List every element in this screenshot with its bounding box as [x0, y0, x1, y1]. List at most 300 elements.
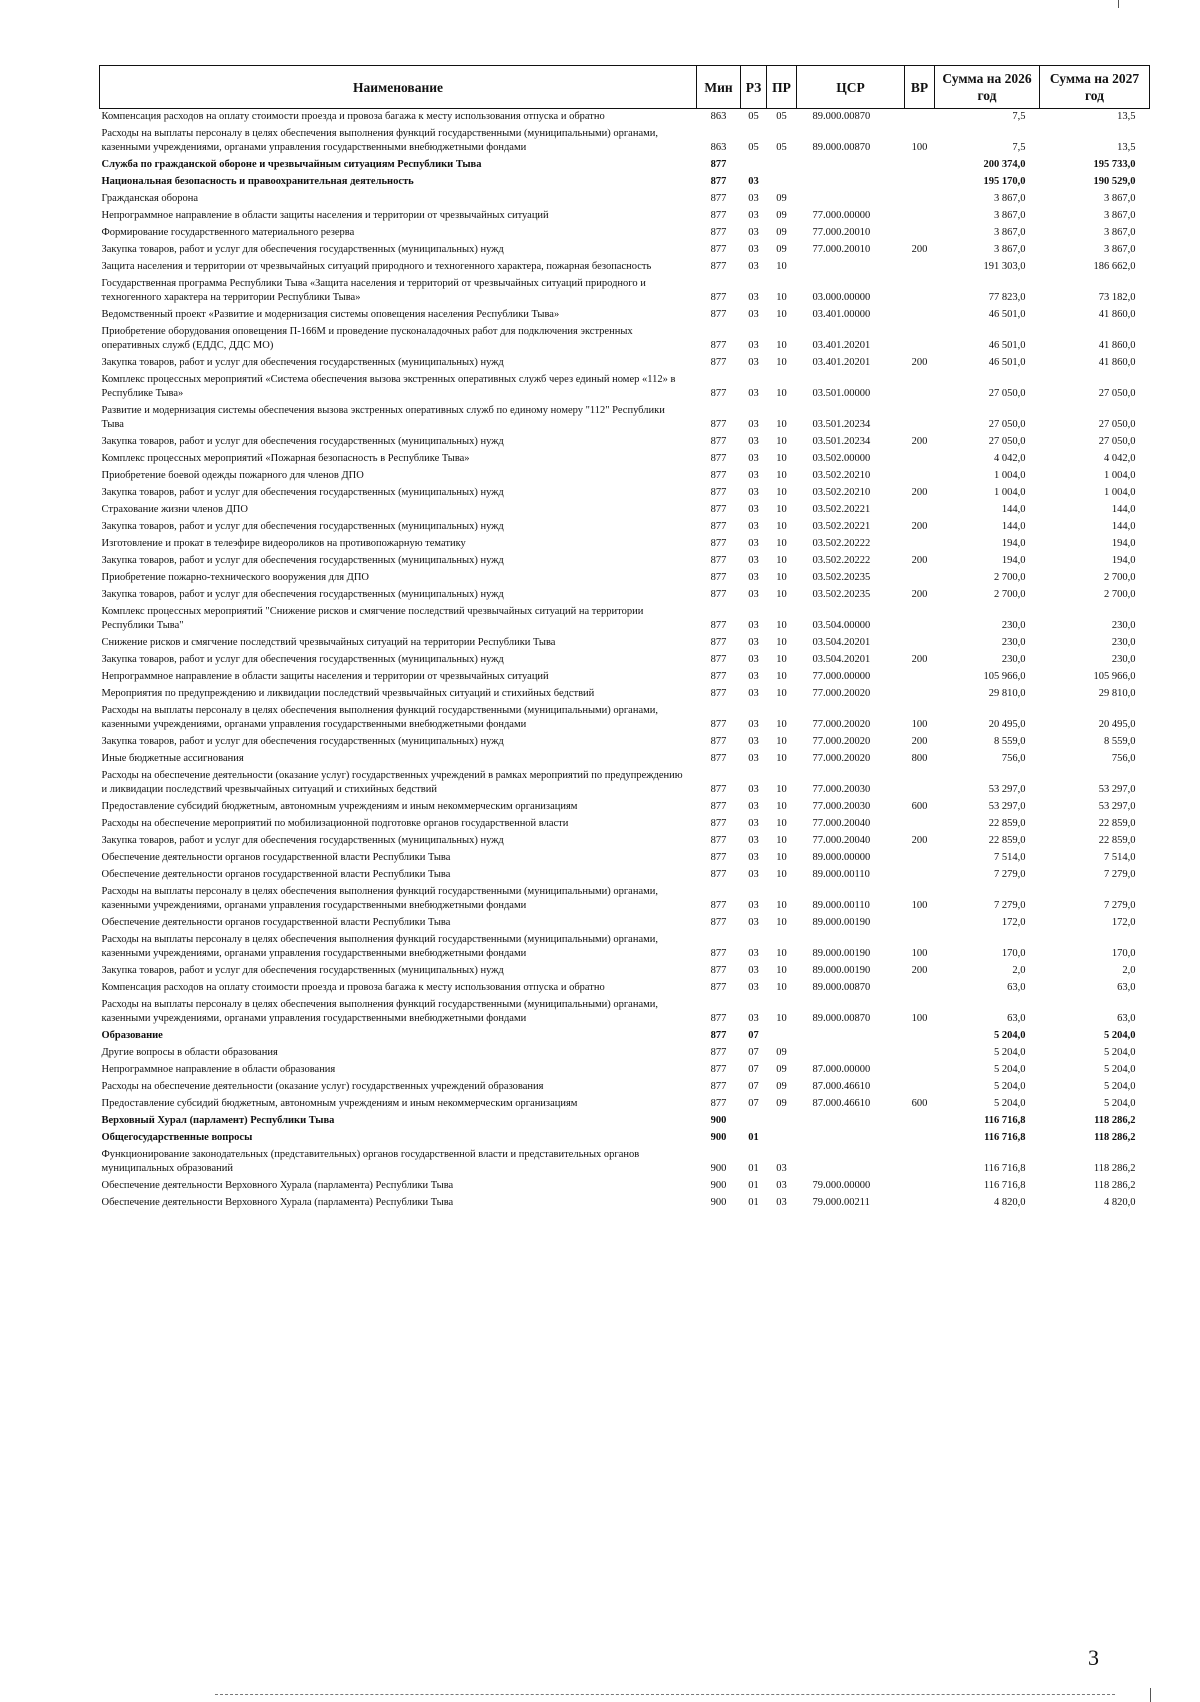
table-row [100, 604, 1150, 635]
cell-vr: 800 [911, 753, 928, 764]
cell-csr: 03.502.20221 [812, 504, 871, 515]
cell-pr [767, 174, 797, 191]
cell-csr: 77.000.20020 [812, 688, 871, 699]
cell-sum-2027: 118 286,2 [1094, 1115, 1136, 1126]
cell-csr: 77.000.20020 [812, 753, 871, 764]
cell-vr [905, 157, 935, 174]
cell-vr: 200 [911, 521, 928, 532]
table-row [100, 276, 1150, 307]
cell-sum-2027: 4 042,0 [1104, 453, 1136, 464]
cell-sum-2027: 5 204,0 [1104, 1081, 1136, 1092]
cell-min: 877 [710, 1030, 727, 1041]
cell-vr [905, 109, 935, 127]
cell-sum-2026: 3 867,0 [994, 193, 1026, 204]
cell-rz: 07 [748, 1098, 759, 1109]
cell-name: Расходы на обеспечение мероприятий по мобилизационной подготовке органов государственной власти [101, 818, 569, 829]
table-row [100, 932, 1150, 963]
cell-name: Комплекс процессных мероприятий "Снижение рисков и смягчение последствий чрезвычайных ситуаций на территории Республики Тыва" [101, 606, 644, 631]
cell-sum-2026: 116 716,8 [983, 1180, 1026, 1191]
table-row [100, 1113, 1150, 1130]
cell-vr [905, 669, 935, 686]
table-row [100, 850, 1150, 867]
table-row [100, 502, 1150, 519]
cell-csr: 03.504.20201 [812, 654, 871, 665]
cell-rz: 03 [748, 521, 759, 532]
cell-name: Расходы на обеспечение деятельности (оказание услуг) государственных учреждений образования [101, 1081, 544, 1092]
cell-csr: 03.401.20201 [812, 340, 871, 351]
cell-pr: 10 [776, 470, 787, 481]
cell-min: 877 [710, 419, 727, 430]
cell-rz: 03 [748, 753, 759, 764]
cell-min: 877 [710, 869, 727, 880]
cell-pr: 10 [776, 917, 787, 928]
cell-min: 900 [710, 1180, 727, 1191]
cell-vr [905, 403, 935, 434]
cell-rz: 03 [748, 965, 759, 976]
cell-vr [905, 174, 935, 191]
cell-rz: 03 [748, 736, 759, 747]
cell-name: Расходы на выплаты персоналу в целях обеспечения выполнения функций государственными (муниципальными) органами, казенными учреждениями, органами управления государственными внебюджетными фондами [101, 705, 659, 730]
cell-min: 863 [710, 111, 727, 122]
cell-csr: 89.000.00110 [812, 869, 870, 880]
cell-csr: 79.000.00000 [812, 1180, 871, 1191]
cell-min: 877 [710, 852, 727, 863]
table-row [100, 915, 1150, 932]
cell-name: Функционирование законодательных (представительных) органов государственной власти и представительных органов муниципальных образований [101, 1149, 640, 1174]
table-row [100, 816, 1150, 833]
cell-pr: 10 [776, 688, 787, 699]
cell-vr [905, 259, 935, 276]
cell-csr: 03.502.20222 [812, 538, 871, 549]
cell-sum-2026: 230,0 [1001, 620, 1026, 631]
table-row [100, 1130, 1150, 1147]
cell-vr [905, 276, 935, 307]
cell-sum-2026: 756,0 [1001, 753, 1026, 764]
cell-csr: 03.501.20234 [812, 419, 871, 430]
cell-sum-2026: 20 495,0 [988, 719, 1026, 730]
table-row [100, 434, 1150, 451]
cell-sum-2027: 144,0 [1111, 504, 1136, 515]
cell-min: 877 [710, 753, 727, 764]
cell-name: Страхование жизни членов ДПО [101, 504, 248, 515]
table-row [100, 372, 1150, 403]
cell-pr: 10 [776, 671, 787, 682]
cell-pr: 05 [776, 142, 787, 153]
table-row [100, 963, 1150, 980]
cell-rz: 03 [748, 982, 759, 993]
cell-pr: 10 [776, 292, 787, 303]
cell-min: 877 [710, 357, 727, 368]
cell-sum-2026: 46 501,0 [988, 357, 1026, 368]
cell-name: Предоставление субсидий бюджетным, автономным учреждениям и иным некоммерческим организациям [101, 801, 578, 812]
cell-name: Расходы на выплаты персоналу в целях обеспечения выполнения функций государственными (муниципальными) органами, казенными учреждениями, органами управления государственными внебюджетными фондами [101, 999, 659, 1024]
cell-sum-2026: 3 867,0 [994, 210, 1026, 221]
cell-csr: 87.000.00000 [812, 1064, 871, 1075]
table-row [100, 157, 1150, 174]
cell-sum-2027: 172,0 [1111, 917, 1136, 928]
cell-rz: 03 [748, 176, 759, 187]
cell-pr: 10 [776, 453, 787, 464]
cell-csr: 77.000.20040 [812, 818, 871, 829]
table-row [100, 635, 1150, 652]
cell-min: 877 [710, 900, 727, 911]
cell-vr: 200 [911, 654, 928, 665]
cell-sum-2026: 7 279,0 [994, 869, 1026, 880]
cell-csr: 03.502.20222 [812, 555, 871, 566]
cell-csr: 03.401.00000 [812, 309, 871, 320]
cell-name: Национальная безопасность и правоохранительная деятельность [101, 176, 414, 187]
cell-sum-2026: 63,0 [1007, 982, 1026, 993]
cell-vr [905, 1195, 935, 1212]
cell-name: Обеспечение деятельности органов государственной власти Республики Тыва [101, 869, 451, 880]
cell-min: 877 [710, 159, 727, 170]
cell-sum-2027: 5 204,0 [1104, 1047, 1136, 1058]
cell-sum-2026: 2 700,0 [994, 589, 1026, 600]
cell-pr: 10 [776, 504, 787, 515]
cell-vr [905, 468, 935, 485]
cell-pr: 03 [776, 1197, 787, 1208]
cell-name: Закупка товаров, работ и услуг для обеспечения государственных (муниципальных) нужд [101, 654, 504, 665]
cell-pr: 10 [776, 357, 787, 368]
cell-sum-2026: 2 700,0 [994, 572, 1026, 583]
cell-sum-2026: 194,0 [1001, 538, 1026, 549]
cell-pr: 10 [776, 538, 787, 549]
header-pr: ПР [767, 66, 797, 109]
cell-sum-2026: 7,5 [1012, 111, 1026, 122]
cell-rz: 03 [748, 637, 759, 648]
cell-csr: 03.502.20210 [812, 487, 871, 498]
cell-csr: 89.000.00870 [812, 142, 871, 153]
cell-vr [905, 307, 935, 324]
cell-vr [905, 635, 935, 652]
cell-min: 877 [710, 436, 727, 447]
cell-vr: 200 [911, 589, 928, 600]
cell-vr [905, 768, 935, 799]
cell-vr [905, 604, 935, 635]
cell-sum-2026: 5 204,0 [994, 1030, 1026, 1041]
cell-rz: 03 [748, 487, 759, 498]
cell-sum-2027: 2 700,0 [1104, 572, 1136, 583]
cell-rz: 03 [748, 688, 759, 699]
cell-sum-2027: 5 204,0 [1104, 1064, 1136, 1075]
cell-vr [905, 1045, 935, 1062]
cell-csr: 03.502.20221 [812, 521, 871, 532]
cell-csr: 03.501.20234 [812, 436, 871, 447]
cell-pr: 10 [776, 1013, 787, 1024]
cell-min: 877 [710, 244, 727, 255]
cell-vr [905, 1062, 935, 1079]
cell-pr: 10 [776, 982, 787, 993]
cell-min: 900 [710, 1115, 727, 1126]
cell-sum-2026: 4 820,0 [994, 1197, 1026, 1208]
cell-pr: 10 [776, 965, 787, 976]
cell-sum-2027: 41 860,0 [1098, 309, 1136, 320]
cell-rz: 03 [748, 436, 759, 447]
cell-rz: 03 [748, 869, 759, 880]
table-row [100, 242, 1150, 259]
cell-sum-2026: 63,0 [1007, 1013, 1026, 1024]
cell-min: 877 [710, 210, 727, 221]
cell-sum-2026: 4 042,0 [994, 453, 1026, 464]
cell-name: Предоставление субсидий бюджетным, автономным учреждениям и иным некоммерческим организациям [101, 1098, 578, 1109]
cell-sum-2027: 41 860,0 [1098, 357, 1136, 368]
cell-csr [797, 1147, 905, 1178]
cell-csr: 03.502.20235 [812, 572, 871, 583]
cell-csr: 77.000.20030 [812, 801, 871, 812]
cell-pr: 09 [776, 193, 787, 204]
cell-csr: 03.502.20235 [812, 589, 871, 600]
cell-pr [767, 1028, 797, 1045]
cell-csr: 89.000.00870 [812, 111, 871, 122]
cell-rz: 07 [748, 1081, 759, 1092]
table-row [100, 833, 1150, 850]
cell-sum-2027: 3 867,0 [1104, 193, 1136, 204]
cell-sum-2027: 194,0 [1111, 538, 1136, 549]
cell-sum-2027: 20 495,0 [1098, 719, 1136, 730]
cell-name: Непрограммное направление в области защиты населения и территории от чрезвычайных ситуаций [101, 671, 549, 682]
cell-rz: 03 [748, 261, 759, 272]
cell-sum-2026: 116 716,8 [984, 1132, 1026, 1143]
cell-csr: 77.000.20010 [812, 227, 871, 238]
cell-pr: 10 [776, 719, 787, 730]
cell-pr: 10 [776, 436, 787, 447]
cell-min: 877 [710, 555, 727, 566]
cell-name: Приобретение боевой одежды пожарного для членов ДПО [101, 470, 364, 481]
table-row [100, 768, 1150, 799]
table-row [100, 403, 1150, 434]
cell-name: Компенсация расходов на оплату стоимости проезда и провоза багажа к месту использования отпуска и обратно [101, 982, 605, 993]
cell-sum-2026: 46 501,0 [988, 340, 1026, 351]
cell-name: Обеспечение деятельности органов государственной власти Республики Тыва [101, 917, 451, 928]
header-name: Наименование [100, 66, 697, 109]
cell-sum-2026: 22 859,0 [988, 835, 1026, 846]
cell-pr: 10 [776, 637, 787, 648]
cell-vr [905, 372, 935, 403]
table-row [100, 259, 1150, 276]
table-row [100, 1096, 1150, 1113]
cell-rz: 03 [748, 210, 759, 221]
cell-sum-2027: 4 820,0 [1104, 1197, 1136, 1208]
cell-pr: 10 [776, 620, 787, 631]
cell-sum-2027: 230,0 [1111, 637, 1136, 648]
table-row [100, 485, 1150, 502]
header-min: Мин [697, 66, 741, 109]
cell-rz: 03 [748, 818, 759, 829]
cell-sum-2026: 5 204,0 [994, 1098, 1026, 1109]
cell-csr: 03.504.20201 [812, 637, 871, 648]
cell-sum-2027: 63,0 [1117, 982, 1136, 993]
table-header-row [100, 66, 1150, 109]
cell-sum-2026: 27 050,0 [988, 419, 1026, 430]
cell-sum-2026: 5 204,0 [994, 1081, 1026, 1092]
table-row [100, 553, 1150, 570]
cell-name: Комплекс процессных мероприятий «Система обеспечения вызова экстренных оперативных служб через единый номер «112» в Республике Тыва» [101, 374, 676, 399]
cell-rz: 03 [748, 357, 759, 368]
cell-sum-2027: 41 860,0 [1098, 340, 1136, 351]
table-row [100, 451, 1150, 468]
cell-csr: 03.501.00000 [812, 388, 871, 399]
table-body [100, 109, 1150, 1213]
header-csr: ЦСР [797, 66, 905, 109]
cell-rz: 03 [748, 388, 759, 399]
cell-sum-2027: 230,0 [1111, 620, 1136, 631]
cell-pr [767, 157, 797, 174]
cell-min: 900 [710, 1197, 727, 1208]
cell-min: 877 [710, 193, 727, 204]
cell-name: Закупка товаров, работ и услуг для обеспечения государственных (муниципальных) нужд [101, 589, 504, 600]
cell-min: 877 [710, 261, 727, 272]
cell-vr [905, 191, 935, 208]
header-sum-2026: Сумма на 2026 год [935, 66, 1040, 109]
cell-min: 877 [710, 982, 727, 993]
cell-sum-2026: 116 716,8 [984, 1115, 1026, 1126]
cell-vr: 200 [911, 965, 928, 976]
table-row [100, 519, 1150, 536]
cell-name: Государственная программа Республики Тыва «Защита населения и территорий от чрезвычайных ситуаций природного и техногенного характера на территории Республики Тыва» [101, 278, 646, 303]
cell-rz: 03 [748, 227, 759, 238]
cell-vr [905, 980, 935, 997]
header-sum-2027: Сумма на 2027 год [1040, 66, 1150, 109]
cell-rz [741, 157, 767, 174]
cell-name: Развитие и модернизация системы обеспечения вызова экстренных оперативных служб по единому номеру "112" Республики Тыва [101, 405, 665, 430]
cell-vr: 200 [911, 244, 928, 255]
cell-name: Непрограммное направление в области образования [101, 1064, 336, 1075]
cell-vr [905, 536, 935, 553]
cell-name: Ведомственный проект «Развитие и модернизация системы оповещения населения Республики Тыва» [101, 309, 560, 320]
cell-rz: 03 [748, 419, 759, 430]
cell-pr: 10 [776, 900, 787, 911]
cell-csr [797, 191, 905, 208]
cell-pr: 10 [776, 654, 787, 665]
cell-vr [905, 1113, 935, 1130]
cell-pr: 10 [776, 818, 787, 829]
cell-sum-2027: 195 733,0 [1093, 159, 1136, 170]
cell-csr [797, 1028, 905, 1045]
cell-name: Мероприятия по предупреждению и ликвидации последствий чрезвычайных ситуаций и стихийных бедствий [101, 688, 595, 699]
cell-rz: 01 [748, 1163, 759, 1174]
table-row [100, 686, 1150, 703]
cell-sum-2027: 13,5 [1117, 142, 1136, 153]
cell-min: 877 [710, 504, 727, 515]
cell-sum-2026: 191 303,0 [983, 261, 1026, 272]
cell-min: 877 [710, 589, 727, 600]
cell-csr: 03.502.00000 [812, 453, 871, 464]
cell-vr: 200 [911, 436, 928, 447]
cell-rz: 07 [748, 1047, 759, 1058]
table-row [100, 799, 1150, 816]
cell-pr: 10 [776, 835, 787, 846]
cell-pr [767, 1130, 797, 1147]
cell-min: 877 [710, 637, 727, 648]
cell-min: 877 [710, 917, 727, 928]
cell-sum-2026: 29 810,0 [988, 688, 1026, 699]
cell-name: Изготовление и прокат в телеэфире видеороликов на противопожарную тематику [101, 538, 466, 549]
cell-sum-2027: 118 286,2 [1093, 1180, 1136, 1191]
table-row [100, 536, 1150, 553]
cell-sum-2026: 53 297,0 [988, 801, 1026, 812]
cell-rz: 03 [748, 504, 759, 515]
cell-vr [905, 816, 935, 833]
cell-name: Обеспечение деятельности Верховного Хурала (парламента) Республики Тыва [101, 1197, 454, 1208]
page-number: 3 [1088, 1645, 1099, 1670]
cell-min: 900 [710, 1132, 727, 1143]
cell-min: 877 [710, 309, 727, 320]
cell-name: Расходы на выплаты персоналу в целях обеспечения выполнения функций государственными (муниципальными) органами, казенными учреждениями, органами управления государственными внебюджетными фондами [101, 886, 659, 911]
cell-name: Закупка товаров, работ и услуг для обеспечения государственных (муниципальных) нужд [101, 736, 504, 747]
cell-sum-2027: 5 204,0 [1104, 1030, 1136, 1041]
cell-sum-2027: 105 966,0 [1093, 671, 1136, 682]
cell-name: Верховный Хурал (парламент) Республики Тыва [101, 1115, 335, 1126]
cell-name: Закупка товаров, работ и услуг для обеспечения государственных (муниципальных) нужд [101, 555, 504, 566]
cell-vr [905, 1028, 935, 1045]
cell-sum-2027: 8 559,0 [1104, 736, 1136, 747]
cell-pr: 10 [776, 521, 787, 532]
cell-sum-2027: 27 050,0 [1098, 388, 1136, 399]
cell-sum-2026: 22 859,0 [988, 818, 1026, 829]
cell-rz: 03 [748, 801, 759, 812]
cell-rz: 03 [748, 917, 759, 928]
cell-rz [741, 1113, 767, 1130]
cell-csr: 77.000.00000 [812, 210, 871, 221]
cell-sum-2026: 7 514,0 [994, 852, 1026, 863]
cell-csr [797, 1045, 905, 1062]
table-row [100, 468, 1150, 485]
scan-bottom-rule [215, 1694, 1115, 1695]
cell-pr: 10 [776, 340, 787, 351]
cell-min: 877 [710, 388, 727, 399]
cell-vr: 100 [911, 900, 928, 911]
cell-pr: 10 [776, 784, 787, 795]
table-row [100, 109, 1150, 127]
cell-sum-2026: 2,0 [1012, 965, 1026, 976]
cell-pr: 10 [776, 736, 787, 747]
cell-rz: 03 [748, 244, 759, 255]
cell-vr [905, 1147, 935, 1178]
cell-sum-2027: 118 286,2 [1093, 1163, 1136, 1174]
cell-pr: 05 [776, 111, 787, 122]
cell-min: 877 [710, 292, 727, 303]
cell-sum-2027: 73 182,0 [1098, 292, 1136, 303]
cell-name: Закупка товаров, работ и услуг для обеспечения государственных (муниципальных) нужд [101, 521, 504, 532]
table-row [100, 997, 1150, 1028]
cell-sum-2027: 29 810,0 [1098, 688, 1136, 699]
cell-csr: 87.000.46610 [812, 1081, 871, 1092]
cell-sum-2026: 194,0 [1001, 555, 1026, 566]
scan-bottom-tick [1150, 1688, 1151, 1702]
cell-name: Снижение рисков и смягчение последствий чрезвычайных ситуаций на территории Республики Тыва [101, 637, 556, 648]
cell-sum-2026: 144,0 [1001, 504, 1026, 515]
cell-min: 877 [710, 1064, 727, 1075]
cell-csr: 03.000.00000 [812, 292, 871, 303]
cell-pr: 09 [776, 1047, 787, 1058]
cell-sum-2027: 22 859,0 [1098, 818, 1136, 829]
cell-name: Компенсация расходов на оплату стоимости проезда и провоза багажа к месту использования отпуска и обратно [101, 111, 605, 122]
cell-name: Приобретение оборудования оповещения П-166М и проведение пусконаладочных работ для подключения экстренных оперативных служб (ЕДДС, ДДС МО) [101, 326, 633, 351]
cell-vr [905, 225, 935, 242]
cell-sum-2027: 1 004,0 [1104, 470, 1136, 481]
cell-rz: 03 [748, 654, 759, 665]
cell-sum-2026: 3 867,0 [994, 244, 1026, 255]
cell-pr: 10 [776, 388, 787, 399]
cell-sum-2026: 230,0 [1001, 637, 1026, 648]
cell-name: Приобретение пожарно-технического вооружения для ДПО [101, 572, 370, 583]
cell-csr: 89.000.00190 [812, 917, 871, 928]
cell-min: 877 [710, 487, 727, 498]
cell-min: 877 [710, 1081, 727, 1092]
cell-pr: 10 [776, 572, 787, 583]
cell-vr [905, 867, 935, 884]
cell-sum-2027: 3 867,0 [1104, 210, 1136, 221]
